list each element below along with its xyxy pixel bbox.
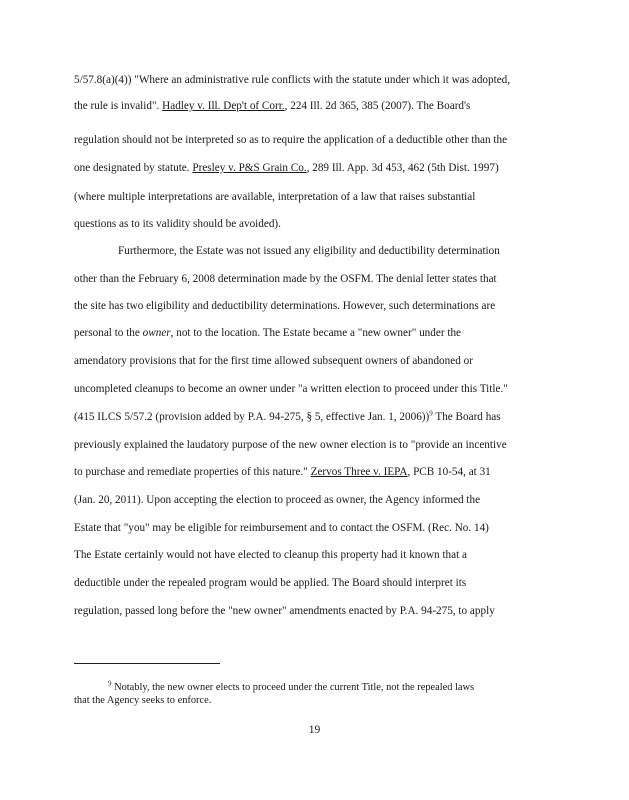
footnote-line-1: [108, 681, 588, 694]
body-line-11: [74, 354, 554, 368]
text: deductible under the repealed program would be applied. The Board should interpret its: [74, 577, 467, 589]
text: amendatory provisions that for the first time allowed subsequent owners of abandoned or: [74, 355, 473, 367]
text: 5/57.8(a)(4)) "Where an administrative rule conflicts with the statute under which it was adopted,: [74, 74, 511, 86]
body-line-1: [74, 73, 554, 87]
footnote-mark: 9: [108, 679, 112, 688]
footnote-line-2: [74, 694, 554, 707]
text: , 224 Ill. 2d 365, 385 (2007). The Board's: [284, 100, 471, 112]
body-line-13: [74, 410, 554, 424]
body-line-20: [74, 604, 554, 618]
body-line-4: [74, 161, 554, 175]
body-line-15: [74, 465, 554, 479]
body-line-5: [74, 190, 554, 204]
body-line-10: [74, 326, 554, 340]
text: one designated by statute.: [74, 162, 190, 174]
body-line-2: [74, 99, 554, 113]
text: the site has two eligibility and deductibility determinations. However, such determinations are: [74, 300, 496, 312]
text: uncompleted cleanups to become an owner under "a written election to proceed under this Title.": [74, 383, 508, 395]
body-line-7: [118, 244, 554, 258]
page-number: 19: [308, 724, 321, 736]
case-citation: Zervos Three v. IEPA: [310, 466, 408, 478]
text: personal to the: [74, 327, 140, 339]
body-line-19: [74, 576, 554, 590]
text: regulation, passed long before the "new owner" amendments enacted by P.A. 94-275, to apply: [74, 605, 495, 617]
text: (Jan. 20, 2011). Upon accepting the election to proceed as owner, the Agency informed the: [74, 494, 481, 506]
text: The Board has: [432, 411, 501, 423]
case-citation: Presley v. P&S Grain Co.: [192, 162, 307, 174]
body-line-14: [74, 438, 554, 452]
text: the rule is invalid".: [74, 100, 160, 112]
text: that the Agency seeks to enforce.: [74, 695, 212, 706]
body-line-12: [74, 382, 554, 396]
text: other than the February 6, 2008 determination made by the OSFM. The denial letter states that: [74, 273, 497, 285]
body-line-8: [74, 272, 554, 286]
text: previously explained the laudatory purpose of the new owner election is to "provide an incentive: [74, 439, 507, 451]
text: (415 ILCS 5/57.2 (provision added by P.A. 94-275, § 5, effective Jan. 1, 2006)): [74, 411, 430, 423]
text: , 289 Ill. App. 3d 453, 462 (5th Dist. 1997): [306, 162, 499, 174]
text: (where multiple interpretations are available, interpretation of a law that raises substantial: [74, 191, 476, 203]
case-citation: Hadley v. Ill. Dep't of Corr.: [162, 100, 285, 112]
footnote-reference: 9: [429, 409, 433, 418]
text: questions as to its validity should be avoided).: [74, 218, 281, 230]
text: regulation should not be interpreted so as to require the application of a deductible other than the: [74, 134, 508, 146]
body-line-6: [74, 217, 554, 231]
emphasis: owner: [142, 327, 171, 339]
footnote-divider: [74, 663, 220, 664]
text: to purchase and remediate properties of this nature.": [74, 466, 308, 478]
body-line-9: [74, 299, 554, 313]
text: Estate that "you" may be eligible for reimbursement and to contact the OSFM. (Rec. No. 14): [74, 522, 489, 534]
text: Furthermore, the Estate was not issued any eligibility and deductibility determination: [118, 245, 500, 257]
text: Notably, the new owner elects to proceed under the current Title, not the repealed laws: [111, 682, 475, 693]
body-line-18: [74, 548, 554, 562]
body-line-3: [74, 133, 554, 147]
text: , not to the location. The Estate became a "new owner" under the: [170, 327, 462, 339]
text: , PCB 10-54, at 31: [407, 466, 491, 478]
body-line-16: [74, 493, 554, 507]
text: The Estate certainly would not have elected to cleanup this property had it known that a: [74, 549, 467, 561]
body-line-17: [74, 521, 554, 535]
